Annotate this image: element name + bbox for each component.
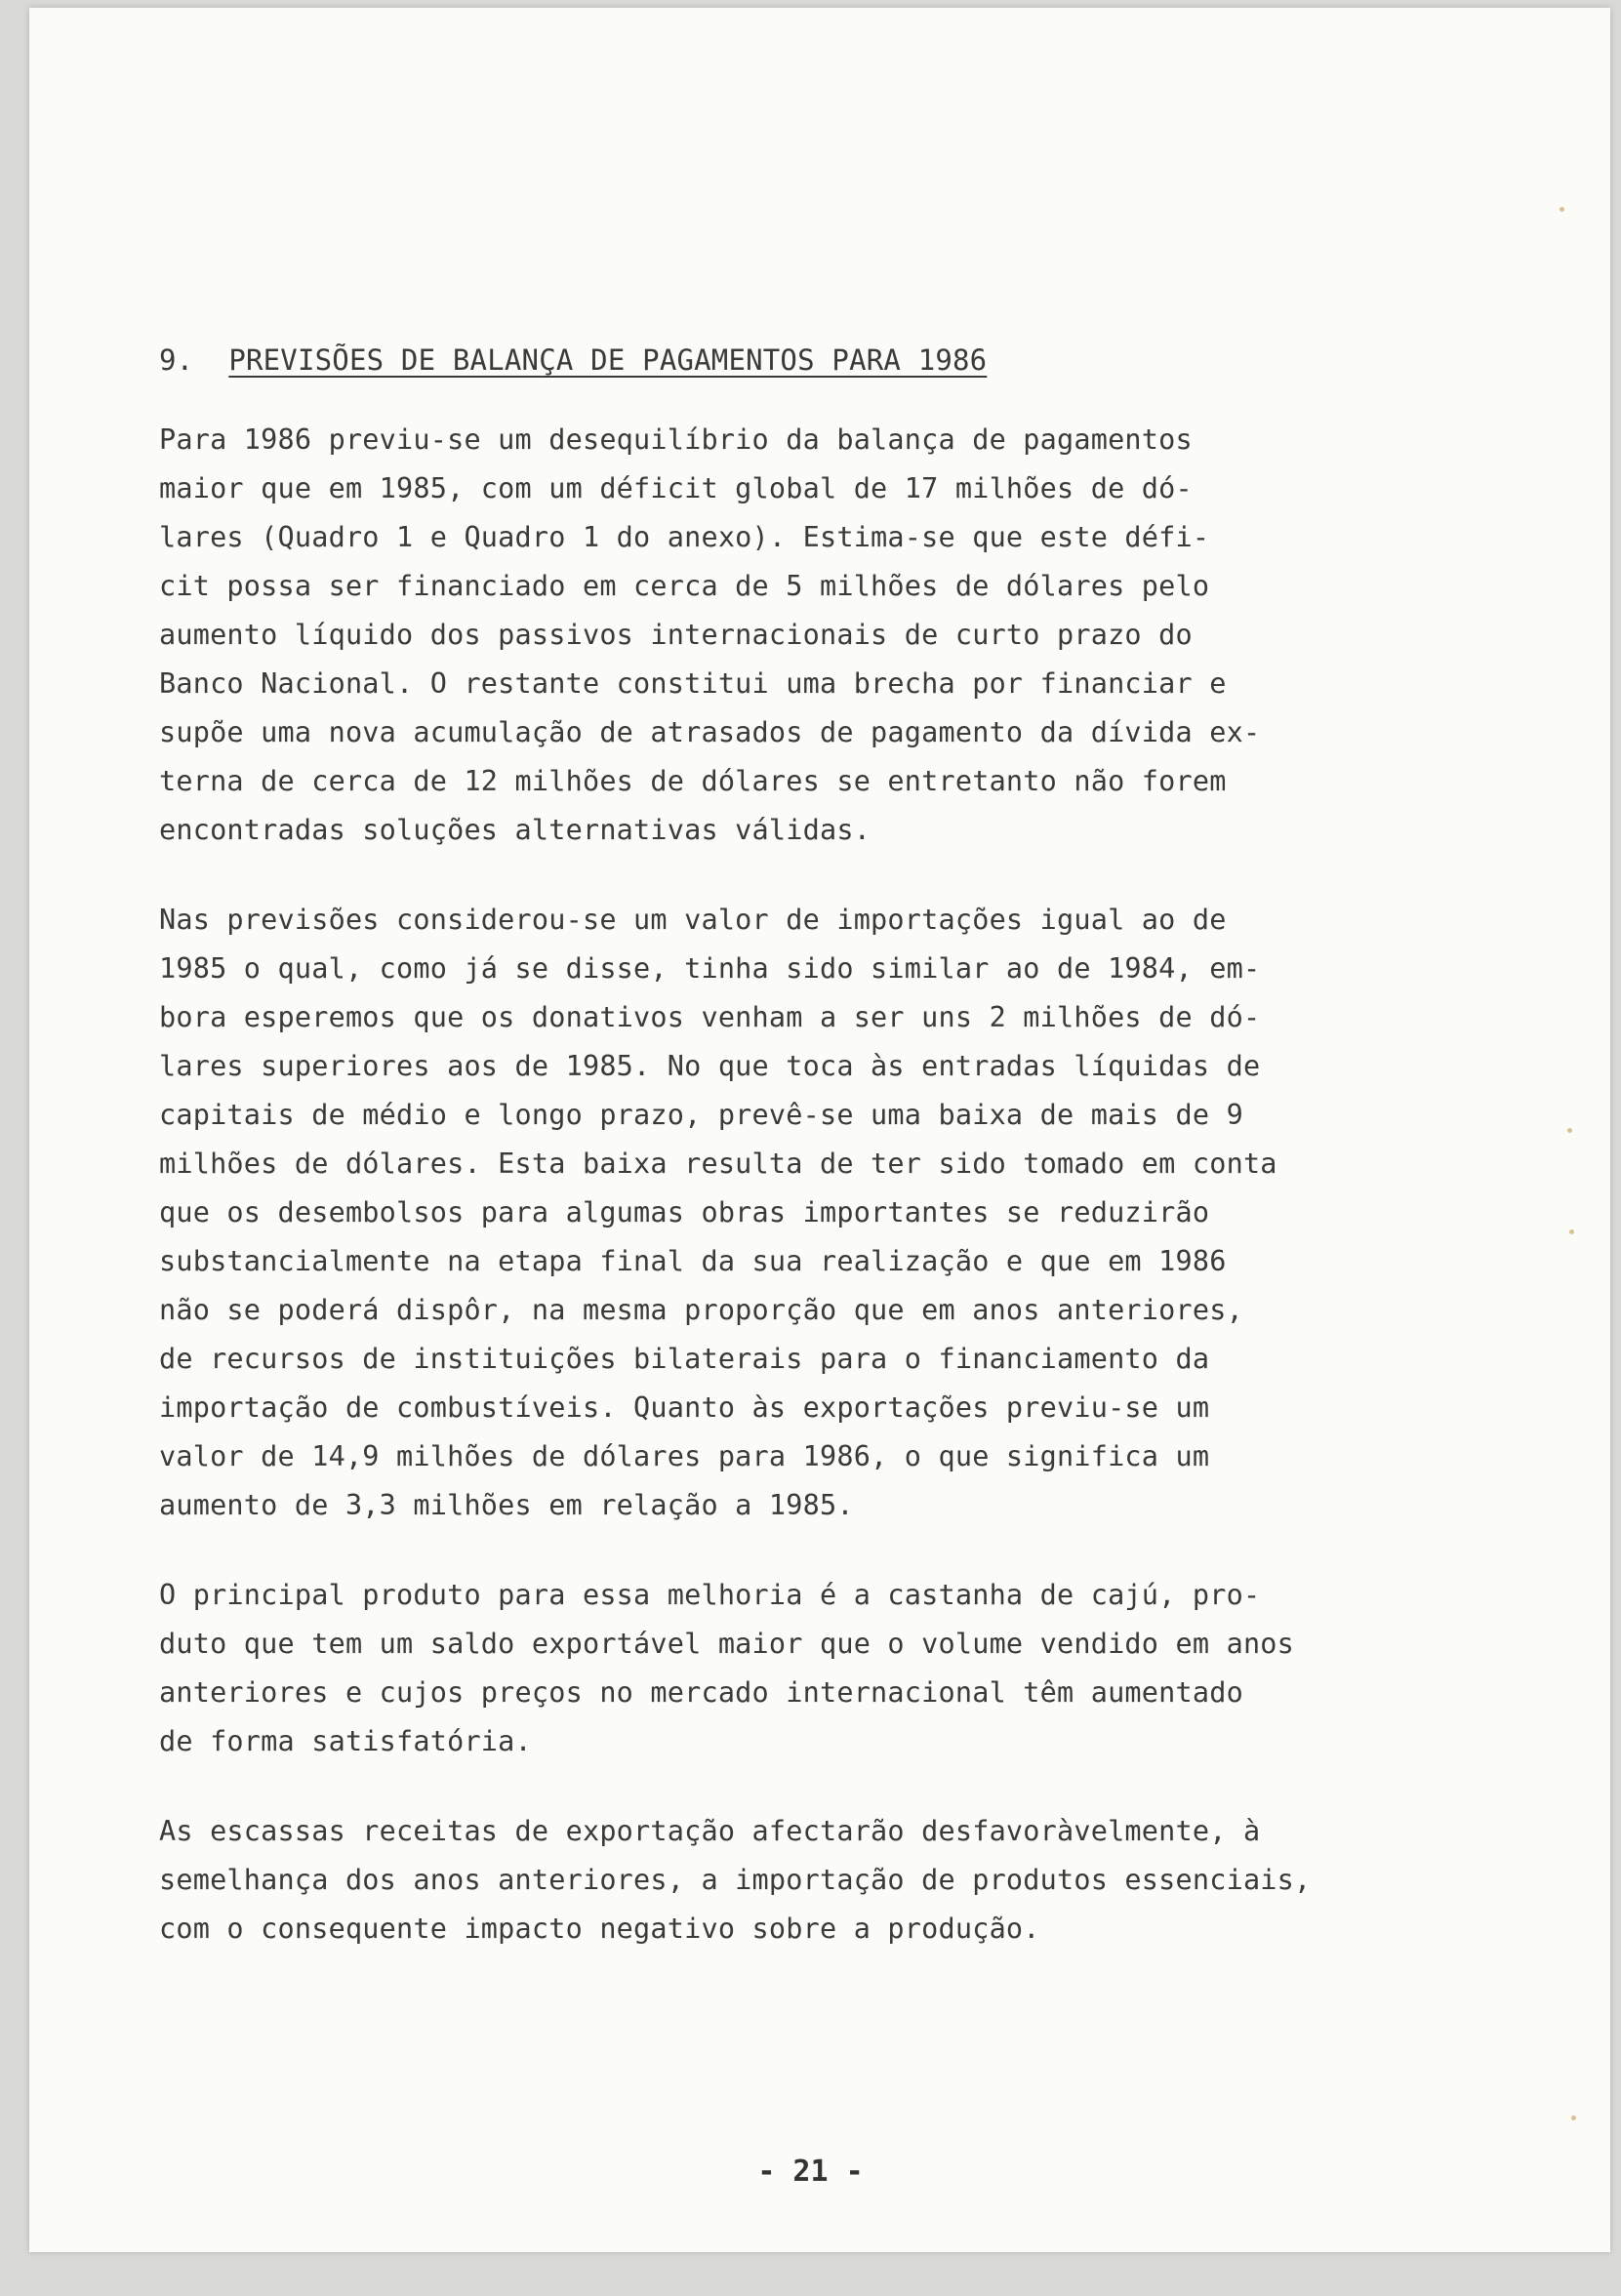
text-line: lares superiores aos de 1985. No que toca às entradas líquidas de — [159, 1050, 1261, 1082]
text-line: terna de cerca de 12 milhões de dólares se entretanto não forem — [159, 765, 1227, 797]
document-body — [159, 343, 1457, 1994]
text-line: aumento de 3,3 milhões em relação a 1985. — [159, 1489, 854, 1521]
text-line: O principal produto para essa melhoria é a castanha de cajú, pro- — [159, 1579, 1261, 1611]
paper-speck — [1569, 1229, 1574, 1234]
text-line: não se poderá dispôr, na mesma proporção que em anos anteriores, — [159, 1294, 1243, 1326]
text-line: Para 1986 previu-se um desequilíbrio da balança de pagamentos — [159, 423, 1193, 456]
text-line: valor de 14,9 milhões de dólares para 1986, o que significa um — [159, 1440, 1210, 1472]
text-line: capitais de médio e longo prazo, prevê-se uma baixa de mais de 9 — [159, 1099, 1243, 1131]
text-line: encontradas soluções alternativas válidas. — [159, 814, 871, 846]
text-line: duto que tem um saldo exportável maior que o volume vendido em anos — [159, 1628, 1295, 1660]
text-line: que os desembolsos para algumas obras importantes se reduzirão — [159, 1196, 1210, 1229]
text-line: milhões de dólares. Esta baixa resulta de ter sido tomado em conta — [159, 1148, 1277, 1180]
section-title: PREVISÕES DE BALANÇA DE PAGAMENTOS PARA 1986 — [228, 343, 988, 377]
text-line: aumento líquido dos passivos internacionais de curto prazo do — [159, 619, 1193, 651]
text-line: bora esperemos que os donativos venham a ser uns 2 milhões de dó- — [159, 1001, 1261, 1033]
text-line: com o consequente impacto negativo sobre a produção. — [159, 1913, 1040, 1945]
section-heading — [159, 343, 1457, 377]
paper-speck — [1560, 207, 1564, 212]
text-line: Banco Nacional. O restante constitui uma brecha por financiar e — [159, 667, 1227, 700]
paragraph — [159, 1571, 1457, 1766]
text-line: Nas previsões considerou-se um valor de importações igual ao de — [159, 904, 1227, 936]
paper-speck — [1571, 2115, 1576, 2120]
text-line: supõe uma nova acumulação de atrasados de pagamento da dívida ex- — [159, 716, 1261, 748]
paragraphs — [159, 416, 1457, 1954]
section-number: 9. — [159, 343, 194, 377]
text-line: de recursos de instituições bilaterais para o financiamento da — [159, 1343, 1210, 1375]
paragraph — [159, 896, 1457, 1530]
text-line: substancialmente na etapa final da sua realização e que em 1986 — [159, 1245, 1227, 1277]
paper-speck — [1567, 1128, 1572, 1133]
text-line: cit possa ser financiado em cerca de 5 milhões de dólares pelo — [159, 570, 1210, 602]
text-line: importação de combustíveis. Quanto às exportações previu-se um — [159, 1391, 1210, 1424]
text-line: As escassas receitas de exportação afectarão desfavoràvelmente, à — [159, 1815, 1261, 1847]
text-line: lares (Quadro 1 e Quadro 1 do anexo). Estima-se que este défi- — [159, 521, 1210, 553]
paragraph — [159, 416, 1457, 855]
paragraph — [159, 1807, 1457, 1954]
text-line: de forma satisfatória. — [159, 1725, 532, 1757]
page-number: - 21 - — [757, 2155, 864, 2189]
text-line: maior que em 1985, com um déficit global de 17 milhões de dó- — [159, 472, 1193, 504]
text-line: 1985 o qual, como já se disse, tinha sido similar ao de 1984, em- — [159, 952, 1261, 985]
text-line: semelhança dos anos anteriores, a importação de produtos essenciais, — [159, 1864, 1312, 1896]
text-line: anteriores e cujos preços no mercado internacional têm aumentado — [159, 1676, 1243, 1709]
